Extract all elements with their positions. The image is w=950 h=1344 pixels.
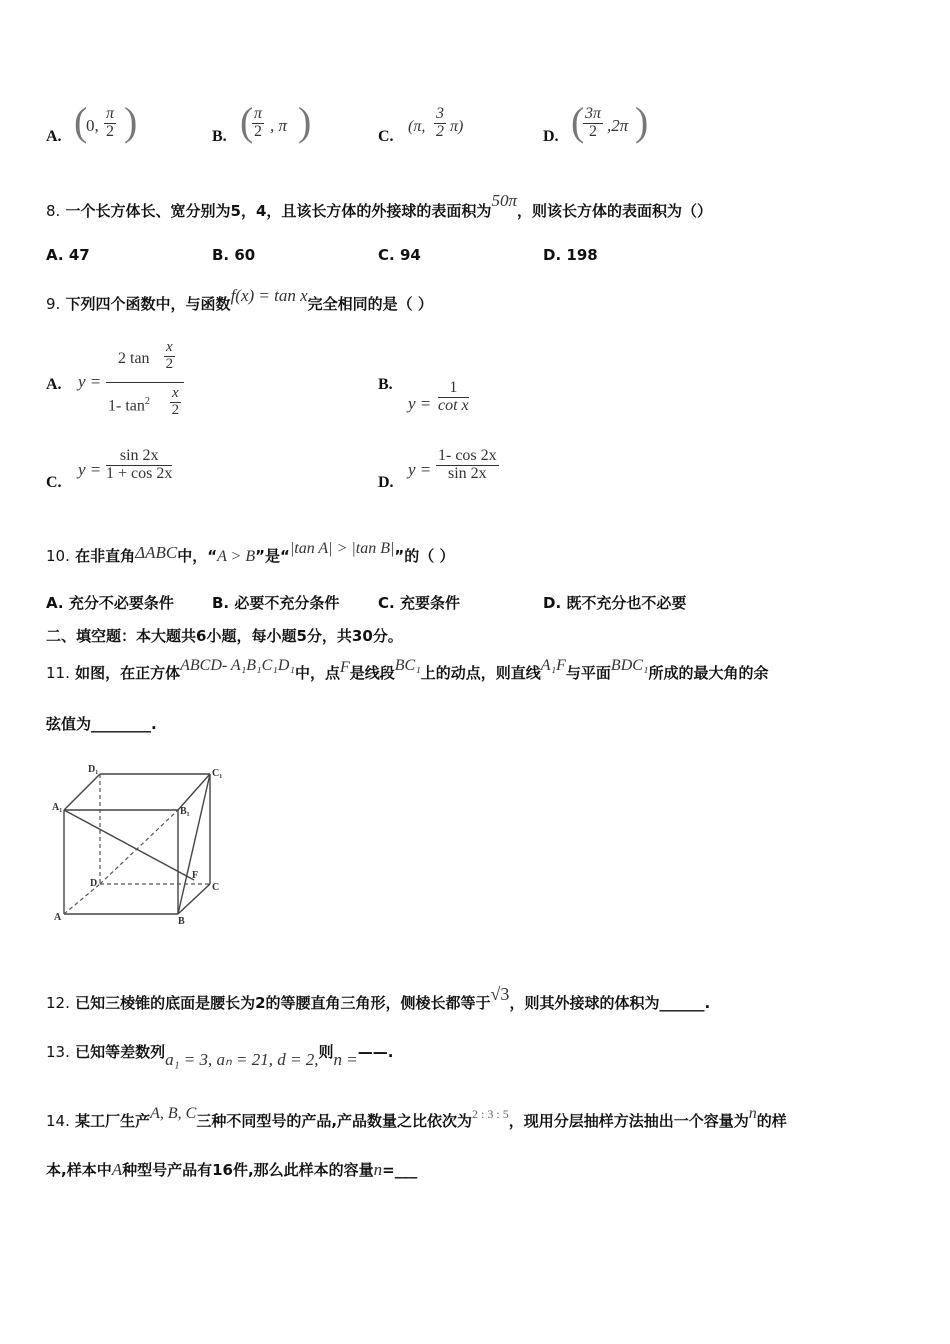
q12-stem bbox=[46, 984, 711, 1013]
paren-left: ( bbox=[571, 99, 585, 144]
question-text: 下列四个函数中，与函数 bbox=[65, 295, 231, 313]
q9-option-b bbox=[378, 376, 518, 432]
math-part: π) bbox=[450, 118, 464, 135]
math-inline: A₁F bbox=[540, 657, 566, 674]
q9-option-c bbox=[46, 448, 246, 498]
math-part: 0, bbox=[86, 116, 99, 135]
inner-fraction bbox=[164, 340, 175, 373]
math-inline: ABCD- A₁B₁C₁D₁ bbox=[180, 657, 295, 674]
fraction-denominator: 1 + cos 2x bbox=[106, 464, 173, 482]
question-text: 与平面 bbox=[565, 664, 611, 682]
fraction-numerator: π bbox=[254, 105, 263, 122]
q11-stem bbox=[46, 657, 769, 683]
inner-numerator: x bbox=[172, 385, 179, 401]
fraction-numerator: 3π bbox=[585, 105, 602, 122]
q9-option-a bbox=[46, 340, 246, 430]
fraction-denominator: 2 bbox=[254, 122, 262, 140]
question-text: ”的（ ） bbox=[394, 547, 455, 565]
question-text: 则 bbox=[318, 1043, 334, 1061]
question-text: ”是“ bbox=[255, 547, 290, 565]
vertex-label-b1: B₁ bbox=[180, 806, 190, 817]
q10-option-b bbox=[212, 592, 339, 613]
q9-stem bbox=[46, 286, 433, 314]
question-number: 11. bbox=[46, 664, 70, 682]
edge-b-c bbox=[178, 884, 210, 914]
math-inline: 2 : 3 : 5 bbox=[472, 1107, 509, 1121]
edge-d1-a1 bbox=[64, 774, 100, 810]
option-label: B. bbox=[378, 376, 393, 393]
fraction bbox=[434, 106, 446, 141]
vertex-label-b: B bbox=[178, 916, 185, 927]
denominator-text: 1- tan bbox=[108, 397, 145, 415]
inner-denominator: 2 bbox=[165, 355, 174, 372]
question-text: 种型号产品有16件,那么此样本的容量 bbox=[122, 1161, 374, 1179]
option-label: A. bbox=[46, 246, 64, 264]
paren-left: ( bbox=[74, 99, 88, 144]
vertex-label-c1: C₁ bbox=[212, 768, 223, 779]
math-inline: A > B bbox=[217, 548, 256, 565]
option-label: C. bbox=[378, 246, 395, 264]
vertex-label-d1: D₁ bbox=[88, 764, 99, 775]
math-inline: |tan A| > |tan B| bbox=[289, 540, 395, 557]
q14-line2 bbox=[46, 1159, 417, 1180]
fraction-numerator bbox=[118, 339, 174, 372]
option-label: C. bbox=[378, 128, 394, 145]
option-value: 既不充分也不必要 bbox=[566, 594, 687, 612]
question-text: =___ bbox=[382, 1161, 418, 1179]
math-inline: BDC₁ bbox=[610, 657, 649, 674]
math-part: , π bbox=[270, 116, 288, 135]
option-value: 60 bbox=[234, 246, 256, 264]
q8-option-c bbox=[378, 246, 421, 264]
fraction bbox=[436, 448, 499, 483]
question-text: 中，点 bbox=[294, 664, 340, 682]
hidden-edge-d-b1 bbox=[100, 810, 178, 884]
option-label: C. bbox=[46, 474, 62, 491]
option-label: B. bbox=[212, 594, 230, 612]
question-text: 已知三棱锥的底面是腰长为2的等腰直角三角形，侧棱长都等于 bbox=[75, 994, 491, 1012]
question-text: 某工厂生产 bbox=[75, 1112, 151, 1130]
q11-line2: 弦值为________. bbox=[46, 715, 157, 733]
q13-stem bbox=[46, 1041, 394, 1069]
vertex-label-f: F bbox=[192, 870, 199, 881]
question-text: ——. bbox=[357, 1043, 394, 1061]
q10-stem bbox=[46, 540, 455, 566]
option-value: 必要不充分条件 bbox=[234, 594, 340, 612]
question-text: 在非直角 bbox=[75, 547, 136, 565]
fraction-bar bbox=[106, 382, 184, 383]
math-inline: ΔABC bbox=[135, 543, 178, 562]
fraction-denominator bbox=[108, 385, 180, 418]
math-inline: √3 bbox=[490, 984, 510, 1004]
fraction bbox=[252, 106, 264, 141]
math-inline: 50π bbox=[491, 191, 517, 210]
paren-left: ( bbox=[240, 99, 254, 144]
question-number: 10. bbox=[46, 547, 70, 565]
fraction-denominator: 2 bbox=[589, 122, 597, 140]
q14-stem bbox=[46, 1105, 787, 1131]
fraction-numerator: π bbox=[106, 105, 115, 122]
question-text: 本,样本中 bbox=[46, 1161, 112, 1179]
question-number: 14. bbox=[46, 1112, 70, 1130]
question-number: 13. bbox=[46, 1043, 70, 1061]
edge-a1-f bbox=[64, 810, 194, 880]
question-text: 所成的最大角的余 bbox=[648, 664, 769, 682]
math-lhs: y = bbox=[408, 460, 432, 479]
question-text: 已知等差数列 bbox=[75, 1043, 166, 1061]
q10-option-a bbox=[46, 592, 174, 613]
fraction bbox=[104, 106, 116, 141]
fraction bbox=[583, 106, 603, 141]
fraction bbox=[106, 448, 172, 483]
fraction-denominator: sin 2x bbox=[447, 464, 487, 482]
fraction-denominator: 2 bbox=[106, 122, 114, 140]
option-value: 充分不必要条件 bbox=[68, 594, 174, 612]
option-label: D. bbox=[378, 474, 394, 491]
question-text: 是线段 bbox=[349, 664, 395, 682]
option-value: 充要条件 bbox=[399, 594, 460, 612]
paren-right: ) bbox=[124, 99, 138, 144]
vertex-label-a1: A₁ bbox=[52, 802, 63, 813]
fraction-numerator: 1 bbox=[438, 380, 469, 398]
question-text: 上的动点，则直线 bbox=[420, 664, 541, 682]
option-label: D. bbox=[543, 246, 562, 264]
paren-right: ) bbox=[298, 99, 312, 144]
paren-right: ) bbox=[635, 99, 649, 144]
fraction-numerator: sin 2x bbox=[106, 448, 172, 466]
math-lhs: y = bbox=[408, 394, 432, 413]
q8-option-d bbox=[543, 246, 598, 264]
question-text: 的样 bbox=[756, 1112, 787, 1130]
math-inline: n bbox=[748, 1105, 757, 1122]
vertex-label-d: D bbox=[90, 878, 98, 889]
question-text: 三种不同型号的产品,产品数量之比依次为 bbox=[196, 1112, 473, 1130]
vertex-label-a: A bbox=[54, 912, 62, 923]
question-text: 一个长方体长、宽分别为5，4，且该长方体的外接球的表面积为 bbox=[65, 202, 492, 220]
question-number: 12. bbox=[46, 994, 70, 1012]
question-text: 中，“ bbox=[177, 547, 218, 565]
option-label: D. bbox=[543, 128, 559, 145]
math-inline: n = bbox=[333, 1050, 358, 1069]
q8-stem bbox=[46, 191, 712, 221]
question-text: 完全相同的是（ ） bbox=[307, 295, 433, 313]
q10-option-d bbox=[543, 592, 686, 613]
fraction bbox=[106, 340, 186, 430]
option-label: B. bbox=[212, 128, 227, 145]
q8-option-a bbox=[46, 246, 90, 264]
option-value: 47 bbox=[68, 246, 90, 264]
q10-option-c bbox=[378, 592, 460, 613]
option-value: 94 bbox=[399, 246, 421, 264]
fraction-numerator: 1- cos 2x bbox=[438, 447, 497, 464]
edge-b-c1 bbox=[178, 774, 210, 914]
inner-numerator: x bbox=[166, 339, 173, 355]
math-lhs: y = bbox=[78, 372, 102, 391]
question-text: ，现用分层抽样方法抽出一个容量为 bbox=[508, 1112, 749, 1130]
math-part: (π, bbox=[408, 118, 426, 135]
question-text: 如图，在正方体 bbox=[75, 664, 181, 682]
cube-figure bbox=[46, 762, 236, 932]
option-label: C. bbox=[378, 594, 395, 612]
fraction-numerator: 3 bbox=[436, 105, 444, 122]
math-part: ,2π bbox=[607, 116, 629, 135]
option-label: D. bbox=[543, 594, 562, 612]
section-heading: 二、填空题：本大题共6小题，每小题5分，共30分。 bbox=[46, 627, 403, 645]
fraction-denominator: 2 bbox=[436, 122, 444, 140]
question-number: 9. bbox=[46, 295, 61, 313]
math-inline: A bbox=[111, 1160, 123, 1179]
math-inline: a₁ = 3, aₙ = 21, d = 2, bbox=[165, 1050, 319, 1069]
option-label: A. bbox=[46, 128, 62, 145]
question-number: 8. bbox=[46, 202, 61, 220]
q8-option-b bbox=[212, 246, 255, 264]
option-value: 198 bbox=[566, 246, 598, 264]
math-inline: F bbox=[339, 659, 350, 676]
question-text: ，则其外接球的体积为______. bbox=[509, 994, 711, 1012]
math-inline: f(x) = tan x bbox=[230, 286, 308, 305]
inner-denominator: 2 bbox=[171, 401, 180, 418]
math-inline: A, B, C bbox=[150, 1105, 197, 1122]
option-label: A. bbox=[46, 376, 62, 393]
fraction bbox=[438, 380, 469, 415]
question-text: ，则该长方体的表面积为（） bbox=[516, 202, 712, 220]
q9-option-d bbox=[378, 448, 578, 498]
math-inline: n bbox=[373, 1160, 383, 1179]
superscript: 2 bbox=[144, 396, 150, 407]
fraction-denominator: cot x bbox=[438, 396, 469, 414]
inner-fraction bbox=[170, 386, 181, 419]
option-label: B. bbox=[212, 246, 230, 264]
vertex-label-c: C bbox=[212, 882, 220, 893]
option-label: A. bbox=[46, 594, 64, 612]
math-lhs: y = bbox=[78, 460, 102, 479]
math-inline: BC₁ bbox=[394, 657, 421, 674]
numerator-text: 2 tan bbox=[118, 350, 150, 367]
